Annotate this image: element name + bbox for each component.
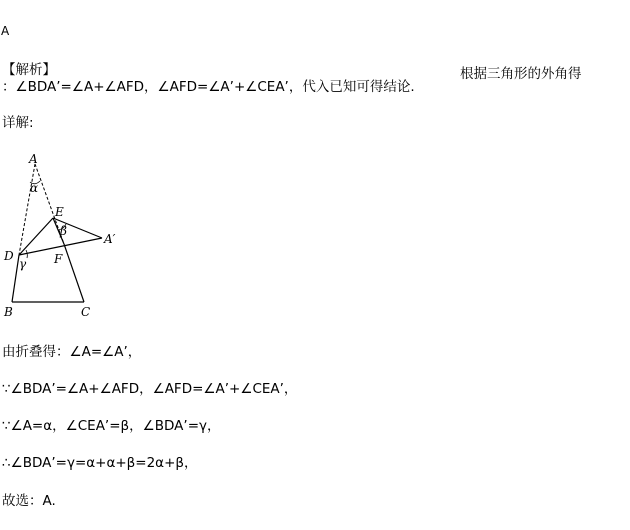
label-e: E	[55, 205, 64, 219]
label-d: D	[4, 249, 14, 263]
analysis-heading: 【解析】	[2, 62, 56, 78]
label-a-prime: A′	[104, 232, 116, 246]
detail-heading: 详解:	[2, 115, 34, 131]
label-f: F	[54, 252, 63, 266]
edge-ad-dashed	[19, 164, 35, 255]
label-beta: β	[60, 224, 67, 238]
solution-line-5: 故选：A.	[2, 493, 56, 509]
analysis-intro: 根据三角形的外角得	[460, 66, 582, 82]
answer-letter: A	[1, 24, 10, 38]
label-c: C	[81, 305, 91, 319]
folded-quadrilateral-figure	[0, 150, 140, 325]
label-gamma: γ	[19, 257, 27, 271]
edge-cf	[64, 244, 84, 302]
solution-line-2: ∵∠BDA’=∠A+∠AFD，∠AFD=∠A’+∠CEA’，	[2, 381, 298, 397]
label-alpha: α	[30, 181, 39, 195]
label-a: A	[29, 152, 38, 166]
solution-line-4: ∴∠BDA’=γ=α+α+β=2α+β，	[2, 455, 198, 471]
solution-line-3: ∵∠A=α，∠CEA’=β，∠BDA’=γ，	[2, 418, 221, 434]
solution-line-1: 由折叠得：∠A=∠A’，	[2, 344, 142, 360]
analysis-line-1: ：∠BDA’=∠A+∠AFD，∠AFD=∠A’+∠CEA’，代入已知可得结论.	[2, 79, 415, 95]
label-b: B	[4, 305, 13, 319]
